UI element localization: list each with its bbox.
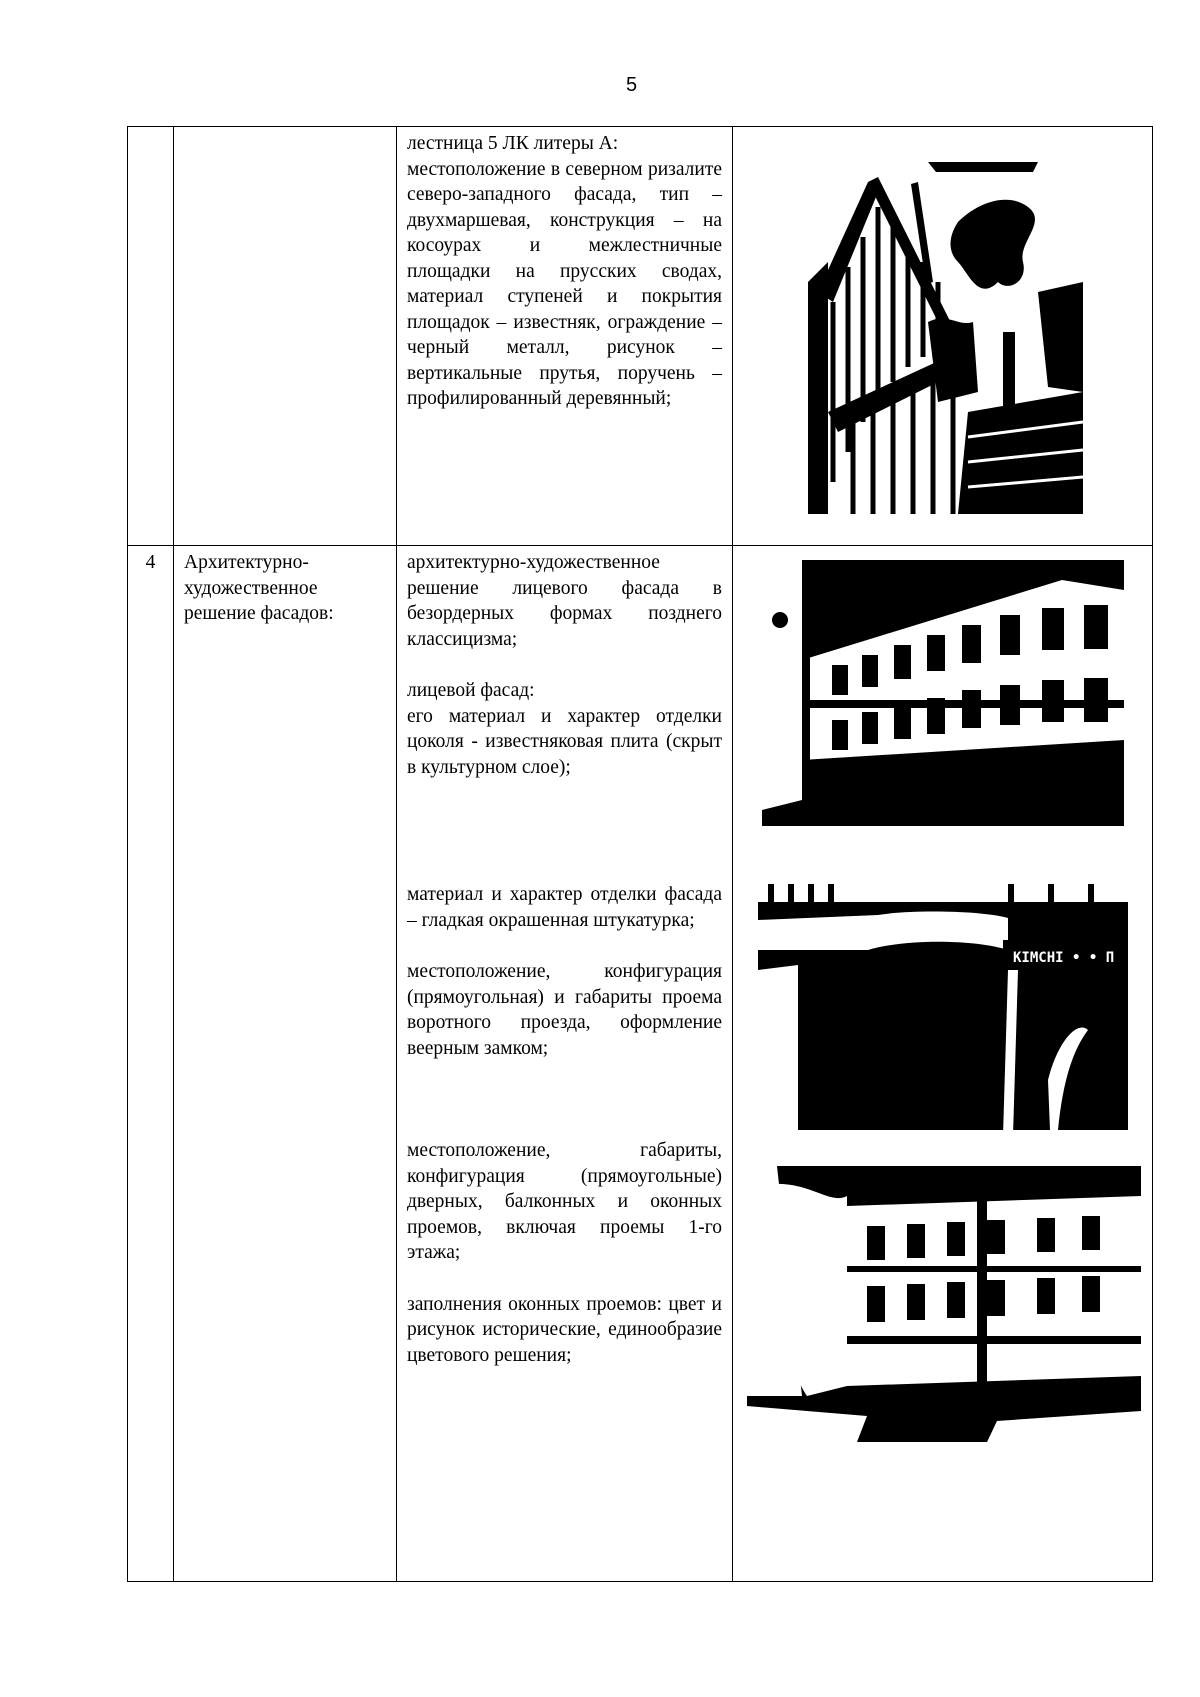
row-photo-cell: [733, 127, 1153, 546]
staircase-photo: [808, 152, 1083, 514]
document-table: [127, 126, 1153, 1582]
staircase-heading: лестница 5 ЛК литеры А:: [407, 133, 619, 154]
shop-sign-text: KIMCHI • • П: [1013, 950, 1115, 966]
row-description-cell: [397, 546, 733, 1582]
facade-style-text: архитектурно-художественное решение лицевого фасада в безордерных формах позднего классицизма;: [407, 552, 722, 650]
facade-heading: лицевой фасад:: [407, 680, 535, 701]
row-title: Архитектурно-художественное решение фасадов:: [184, 552, 334, 624]
row-title-cell: [174, 546, 397, 1582]
staircase-description: местоположение в северном ризалите северо-западного фасада, тип – двухмаршевая, конструкция – на косоурах и межлестничные площадки на прусских сводах, материал ступеней и покрытия площадок – известняк, ограждение – черный металл, рисунок – вертикальные прутья, поручень – профилированный деревянный;: [407, 158, 722, 409]
table-row: [128, 546, 1153, 1582]
gate-arch-photo: [758, 880, 1128, 1136]
facade-photo-1: [762, 560, 1124, 826]
openings-text: местоположение, габариты, конфигурация (прямоугольные) дверных, балконных и оконных проемов, включая проемы 1-го этажа;: [407, 1140, 722, 1263]
row-number-cell: [128, 127, 174, 546]
page-number: 5: [625, 74, 638, 96]
row-title-cell: [174, 127, 397, 546]
table-row: [128, 127, 1153, 546]
row-description-cell: [397, 127, 733, 546]
row-number-cell: 4: [128, 546, 174, 1582]
gate-text: местоположение, конфигурация (прямоугольная) и габариты проема воротного проезда, оформление веерным замком;: [407, 961, 722, 1059]
window-fill-text: заполнения оконных проемов: цвет и рисунок исторические, единообразие цветового решения;: [407, 1293, 722, 1366]
facade-photo-2: [747, 1166, 1141, 1442]
plinth-text: его материал и характер отделки цоколя - известняковая плита (скрыт в культурном слое);: [407, 705, 722, 778]
plaster-text: материал и характер отделки фасада – гладкая окрашенная штукатурка;: [407, 884, 722, 931]
row-photo-cell: [733, 546, 1153, 1582]
